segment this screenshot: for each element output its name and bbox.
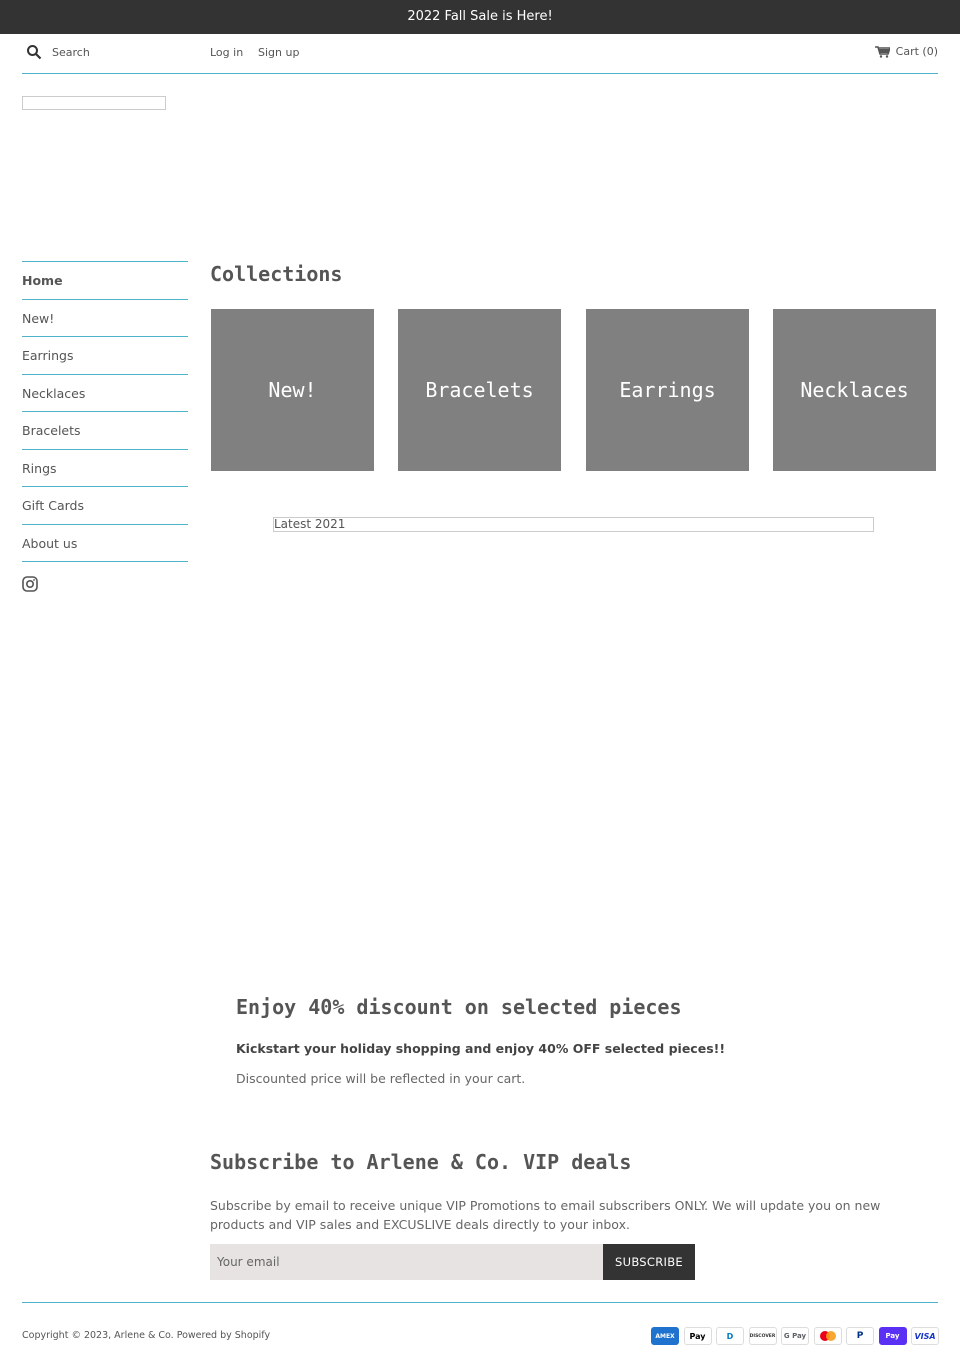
sidebar-item-bracelets[interactable]: Bracelets — [22, 411, 188, 449]
diners-icon: D — [716, 1327, 744, 1345]
apple-pay-icon: Pay — [684, 1327, 712, 1345]
promo-note: Discounted price will be reflected in your cart. — [236, 1071, 526, 1086]
cart-label: Cart (0) — [895, 45, 938, 58]
search-input[interactable] — [52, 42, 212, 62]
mastercard-icon — [814, 1327, 842, 1345]
footer-divider — [22, 1302, 938, 1303]
top-bar — [22, 34, 938, 74]
sidebar-item-earrings[interactable]: Earrings — [22, 336, 188, 374]
sidebar-item-home[interactable]: Home — [22, 261, 188, 299]
login-link[interactable]: Log in — [210, 46, 244, 59]
sidebar-item-new[interactable]: New! — [22, 299, 188, 337]
instagram-icon[interactable] — [22, 576, 38, 592]
sidebar-nav — [22, 261, 188, 562]
latest-image-placeholder[interactable]: Latest 2021 — [273, 517, 874, 532]
visa-icon: VISA — [911, 1327, 939, 1345]
announcement-bar: 2022 Fall Sale is Here! — [0, 0, 960, 34]
collection-label: Bracelets — [425, 378, 534, 402]
paypal-icon: P — [846, 1327, 874, 1345]
discover-icon: DISCOVER — [749, 1327, 777, 1345]
collection-tile-earrings[interactable] — [586, 309, 749, 471]
promo-title: Enjoy 40% discount on selected pieces — [236, 995, 682, 1019]
subscribe-button[interactable]: SUBSCRIBE — [603, 1244, 695, 1280]
amex-icon: AMEX — [651, 1327, 679, 1345]
newsletter-title: Subscribe to Arlene & Co. VIP deals — [210, 1150, 632, 1174]
google-pay-icon: G Pay — [781, 1327, 809, 1345]
collection-tile-bracelets[interactable] — [398, 309, 561, 471]
payment-icons — [651, 1327, 939, 1345]
collections-title: Collections — [210, 262, 343, 286]
sidebar-item-rings[interactable]: Rings — [22, 449, 188, 487]
signup-link[interactable]: Sign up — [258, 46, 300, 59]
search-icon[interactable] — [26, 44, 42, 60]
cart-icon — [875, 46, 890, 58]
cart-link[interactable] — [875, 45, 938, 58]
email-field[interactable] — [210, 1244, 603, 1280]
promo-headline: Kickstart your holiday shopping and enjoy 40% OFF selected pieces!! — [236, 1041, 726, 1056]
copyright-text: Copyright © 2023, Arlene & Co. Powered by Shopify — [22, 1330, 271, 1341]
sidebar-item-about-us[interactable]: About us — [22, 524, 188, 562]
shop-pay-icon: Pay — [879, 1327, 907, 1345]
collection-label: Necklaces — [800, 378, 909, 402]
collection-tile-new[interactable] — [211, 309, 374, 471]
sidebar-item-necklaces[interactable]: Necklaces — [22, 374, 188, 412]
collection-tile-necklaces[interactable] — [773, 309, 936, 471]
store-logo[interactable] — [22, 96, 166, 110]
mastercard-circles — [818, 1330, 838, 1342]
sidebar-item-gift-cards[interactable]: Gift Cards — [22, 486, 188, 524]
collection-label: Earrings — [619, 378, 716, 402]
newsletter-text: Subscribe by email to receive unique VIP Promotions to email subscribers ONLY. We will update you on new products and VIP sales and EXCUSLIVE deals directly to your inbox. — [210, 1198, 881, 1232]
collection-label: New! — [268, 378, 317, 402]
